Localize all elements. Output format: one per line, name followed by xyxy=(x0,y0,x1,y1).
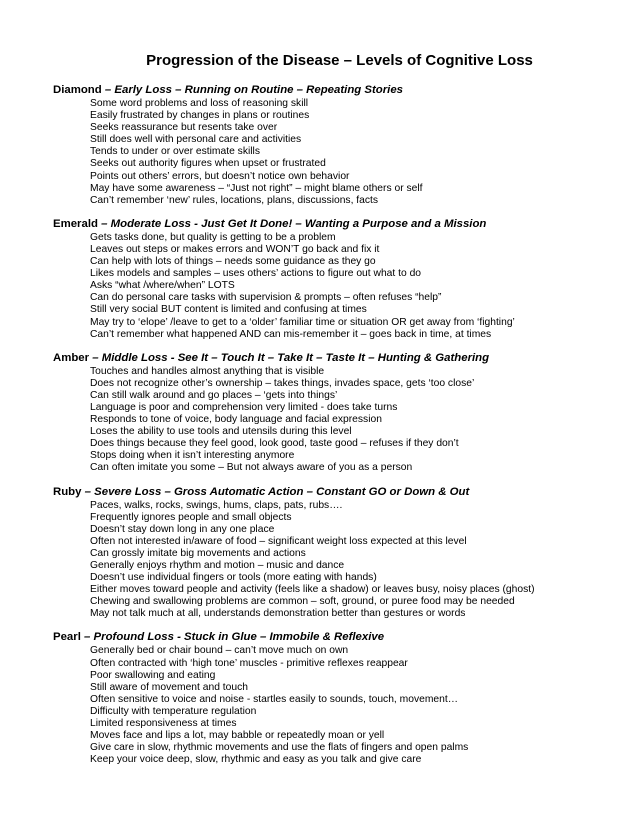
level-items xyxy=(53,500,618,621)
list-item: Points out others’ errors, but doesn’t notice own behavior xyxy=(90,170,350,182)
list-item: Frequently ignores people and small objects xyxy=(90,511,292,523)
list-item: Likes models and samples – uses others’ actions to figure out what to do xyxy=(90,268,422,280)
list-item: Responds to tone of voice, body language and facial expression xyxy=(90,414,382,426)
level-name: Pearl xyxy=(53,631,81,644)
list-item: May try to ‘elope’ /leave to get to a ‘older’ familiar time or situation OR get away from ‘fighting’ xyxy=(90,316,515,328)
level-subtitle: – Middle Loss - See It – Touch It – Take It – Taste It – Hunting & Gathering xyxy=(92,351,490,364)
list-item: Seeks out authority figures when upset or frustrated xyxy=(90,158,326,170)
level-heading xyxy=(53,630,618,644)
level-heading xyxy=(53,351,618,365)
list-item: Difficulty with temperature regulation xyxy=(90,705,257,717)
list-item: Generally bed or chair bound – can’t move much on own xyxy=(90,645,349,657)
list-item: Does things because they feel good, look good, taste good – refuses if they don’t xyxy=(90,438,459,450)
level-items xyxy=(53,366,618,475)
list-item: Limited responsiveness at times xyxy=(90,718,237,730)
list-item: Seeks reassurance but resents take over xyxy=(90,122,278,134)
list-item: Leaves out steps or makes errors and WON’T go back and fix it xyxy=(90,243,380,255)
list-item: Still very social BUT content is limited and confusing at times xyxy=(90,304,367,316)
list-item: Often sensitive to voice and noise - startles easily to sounds, touch, movement… xyxy=(90,693,459,705)
level-heading xyxy=(53,485,618,499)
list-item: Doesn’t use individual fingers or tools (more eating with hands) xyxy=(90,572,377,584)
list-item: Can’t remember what happened AND can mis-remember it – goes back in time, at times xyxy=(90,328,492,340)
list-item: Can still walk around and go places – ‘gets into things’ xyxy=(90,389,338,401)
level-subtitle: – Early Loss – Running on Routine – Repeating Stories xyxy=(104,84,404,96)
level-pearl xyxy=(53,630,618,766)
level-items xyxy=(53,98,618,207)
level-name: Diamond xyxy=(53,84,102,96)
list-item: Some word problems and loss of reasoning skill xyxy=(90,98,309,109)
level-items xyxy=(53,232,618,341)
list-item: Either moves toward people and activity (feels like a shadow) or leaves busy, noisy places (ghost) xyxy=(90,584,535,596)
level-ruby xyxy=(53,485,618,621)
level-diamond xyxy=(53,83,618,207)
list-item: May not talk much at all, understands demonstration better than gestures or words xyxy=(90,608,466,620)
list-item: Tends to under or over estimate skills xyxy=(90,146,260,158)
list-item: Keep your voice deep, slow, rhythmic and easy as you talk and give care xyxy=(90,754,422,766)
level-emerald xyxy=(53,217,618,341)
level-heading xyxy=(53,217,618,231)
list-item: Generally enjoys rhythm and motion – music and dance xyxy=(90,560,345,571)
level-name: Ruby xyxy=(53,485,82,498)
list-item: Often contracted with ‘high tone’ muscles - primitive reflexes reappear xyxy=(90,657,408,669)
list-item: Still does well with personal care and activities xyxy=(90,134,302,146)
level-items xyxy=(53,645,618,766)
list-item: Gets tasks done, but quality is getting to be a problem xyxy=(90,231,336,243)
level-name: Emerald xyxy=(53,217,98,230)
list-item: Can do personal care tasks with supervision & prompts – often refuses “help” xyxy=(90,292,442,304)
list-item: Still aware of movement and touch xyxy=(90,681,248,693)
list-item: Give care in slow, rhythmic movements and use the flats of fingers and open palms xyxy=(90,742,469,754)
list-item: Chewing and swallowing problems are common – soft, ground, or puree food may be needed xyxy=(90,596,515,608)
list-item: Paces, walks, rocks, swings, hums, claps, pats, rubs…. xyxy=(90,499,343,511)
list-item: Doesn’t stay down long in any one place xyxy=(90,523,275,535)
list-item: Easily frustrated by changes in plans or routines xyxy=(90,110,310,122)
list-item: Can often imitate you some – But not always aware of you as a person xyxy=(90,462,413,474)
list-item: Can help with lots of things – needs some guidance as they go xyxy=(90,256,376,268)
level-subtitle: – Severe Loss – Gross Automatic Action – Constant GO or Down & Out xyxy=(84,485,470,498)
list-item: Language is poor and comprehension very limited - does take turns xyxy=(90,401,398,413)
list-item: Moves face and lips a lot, may babble or repeatedly moan or yell xyxy=(90,730,385,742)
list-item: Can’t remember ‘new’ rules, locations, plans, discussions, facts xyxy=(90,194,379,206)
level-subtitle: – Profound Loss - Stuck in Glue – Immobile & Reflexive xyxy=(84,631,385,644)
list-item: Does not recognize other’s ownership – takes things, invades space, gets ‘too close’ xyxy=(90,377,475,389)
level-name: Amber xyxy=(53,351,90,364)
level-heading xyxy=(53,83,618,97)
list-item: Touches and handles almost anything that is visible xyxy=(90,365,325,377)
list-item: Asks “what /where/when” LOTS xyxy=(90,280,235,292)
level-subtitle: – Moderate Loss - Just Get It Done! – Wanting a Purpose and a Mission xyxy=(101,217,487,230)
list-item: Loses the ability to use tools and utensils during this level xyxy=(90,426,352,438)
list-item: May have some awareness – “Just not right” – might blame others or self xyxy=(90,182,423,194)
list-item: Stops doing when it isn’t interesting anymore xyxy=(90,450,295,462)
list-item: Often not interested in/aware of food – significant weight loss expected at this level xyxy=(90,535,467,547)
list-item: Can grossly imitate big movements and actions xyxy=(90,547,306,559)
page-title: Progression of the Disease – Levels of Cognitive Loss xyxy=(146,52,533,69)
list-item: Poor swallowing and eating xyxy=(90,669,216,681)
level-amber xyxy=(53,351,618,475)
